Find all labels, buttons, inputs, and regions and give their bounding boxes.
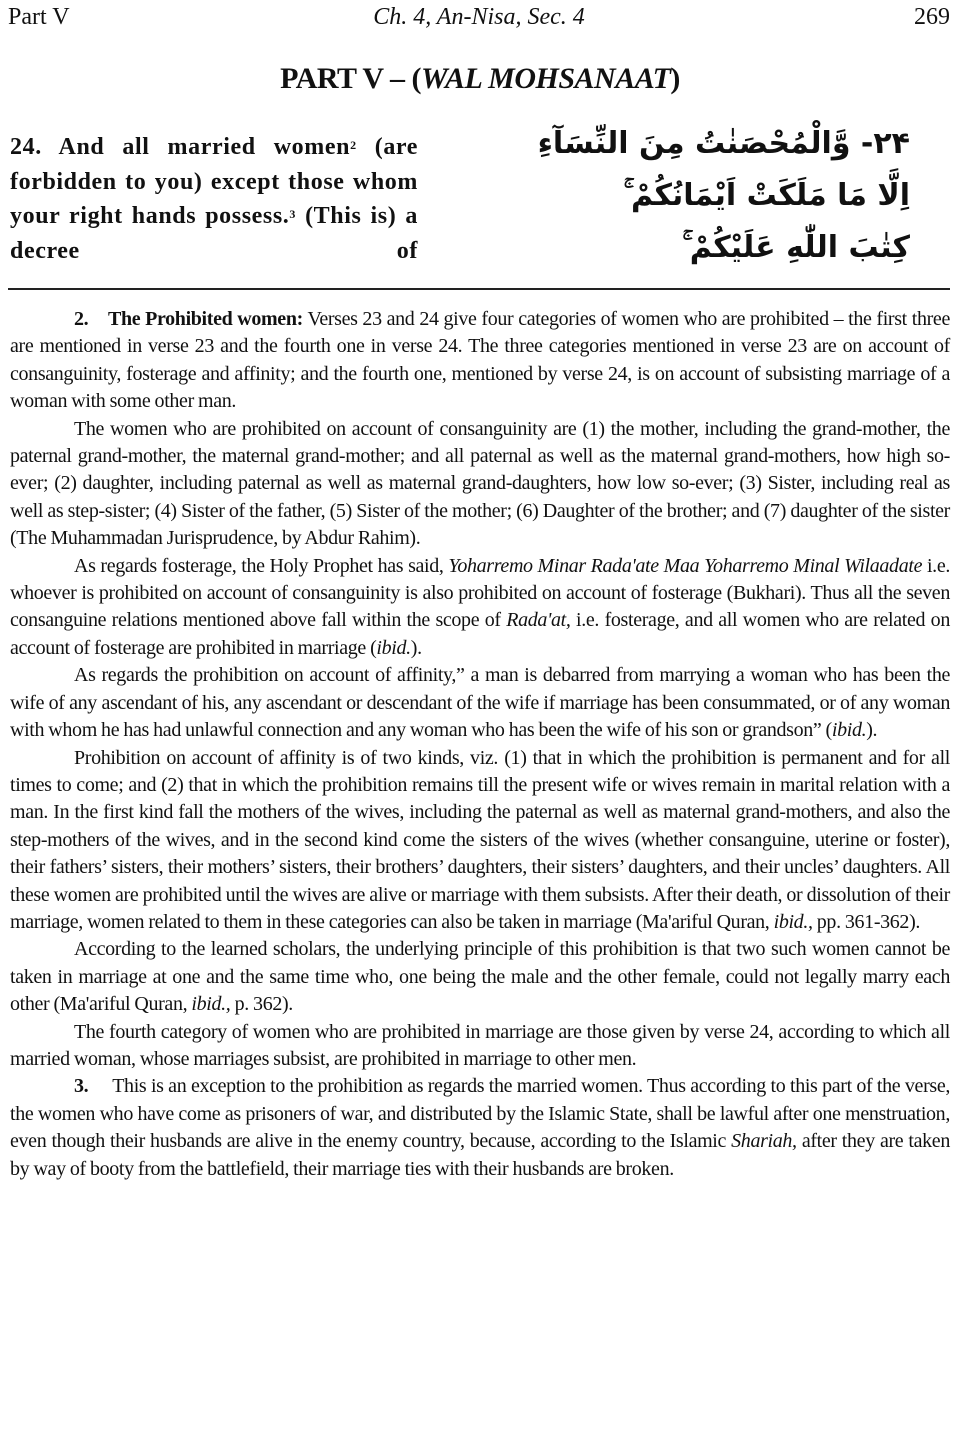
part-label: Part V [8, 4, 70, 30]
bold-text: 3. [74, 1075, 89, 1098]
note-text: This is an exception to the prohibition as regards the married women. Thus according to this part of the verse, the women who have come as prisoners of war, and distributed by the Islamic State, shall be lawful after one menstruation, even though their husbands are alive in the enemy country, because, according to the Islamic [10, 1075, 950, 1153]
page-number: 269 [914, 4, 950, 30]
footnotes [10, 306, 950, 1183]
title-suffix: ) [670, 62, 680, 95]
italic-text: ibid. [831, 719, 867, 742]
note-text: Prohibition on account of affinity is of two kinds, viz. (1) that in which the prohibition is permanent and for all times to come; and (2) that in which the prohibition remains till the present wife or wives remain in marital relation with a man. In the first kind fall the mothers of the wives, including the paternal as well as maternal grand-mothers, and also the step-mothers of the wives, and in the second kind come the sisters of the wives (whether consanguine, uterine or foster), their fathers’ sisters, their mothers’ sisters, their brothers’ daughters, their sisters’ daughters, and their uncles’ daughters. All these women are prohibited until the wives are alive or marriage with them subsists. After their death, or dissolution of their marriage, women related to them in these categories can also be taken in marriage (Ma'ariful Quran, [10, 746, 950, 933]
italic-text: Yoharremo Minar Rada'ate Maa Yoharremo Minal Wilaadate [448, 554, 923, 577]
note-paragraph [10, 306, 950, 416]
note-text: The fourth category of women who are prohibited in marriage are those given by verse 24, according to which all married woman, whose marriages subsist, are prohibited in marriage to other men. [10, 1020, 950, 1070]
italic-text: ibid. [376, 636, 411, 659]
bold-text: 2. [74, 308, 108, 330]
note-paragraph [10, 662, 950, 744]
italic-text: ibid., [773, 910, 813, 933]
note-text: p. 362). [230, 993, 293, 1016]
arabic-line: اِلَّا مَا مَلَكَتْ اَيْمَانُكُمْ ۚ [623, 178, 910, 213]
note-text: As regards fosterage, the Holy Prophet has said, [74, 554, 449, 577]
arabic-verse [537, 118, 910, 274]
running-header [8, 4, 950, 34]
note-paragraph [10, 553, 950, 663]
note-paragraph [10, 936, 950, 1018]
note-text: pp. 361-362). [812, 910, 921, 933]
note-text: Verses 23 and 24 give four categories of women who are prohibited – the first three are mentioned in verse 23 and the fourth one in verse 24. The three categories mentioned in verse 23 are on account of consanguinity, fosterage and affinity; and the fourth one, mentioned by verse 24, is on account of subsisting marriage of a woman with some other man. [10, 308, 950, 413]
note-text: ). [410, 636, 422, 659]
footnote-ref: 3 [289, 207, 297, 221]
italic-text: ibid., [191, 993, 231, 1016]
title-prefix: PART V – ( [280, 62, 421, 95]
verse-text: (This is) a decree of [10, 203, 419, 264]
note-text: i.e. whoever is prohibited on account of consanguinity is also prohibited on account of fosterage (Bukhari). Thus all the seven consanguine relations mentioned above fall within the scope of [10, 554, 951, 632]
section-title [0, 62, 960, 96]
note-paragraph [10, 1073, 950, 1183]
note-text: According to the learned scholars, the underlying principle of this prohibition is that two such women cannot be taken in marriage at one and the same time who, one being the male and the other female, could not legally marry each other (Ma'ariful Quran, [10, 938, 950, 1016]
verse-text: 24. And all married women [10, 134, 351, 160]
note-text: ). [866, 719, 878, 742]
note-text: The women who are prohibited on account of consanguinity are (1) the mother, including the grand-mother, the paternal grand-mother, the maternal grand-mother; and all paternal as well as the maternal grand-mothers, how high so-ever; (2) daughter, including paternal as well as maternal grand-daughters, how low so-ever; (3) Sister, including real as well as step-sister; (4) Sister of the father, (5) Sister of the mother; (6) Daughter of the brother; and (7) daughter of the sister (The Muhammadan Jurisprudence, by Abdur Rahim). [10, 417, 950, 550]
chapter-label: Ch. 4, An-Nisa, Sec. 4 [373, 4, 585, 30]
note-paragraph [10, 416, 950, 553]
arabic-line: كِتٰبَ اللّٰهِ عَلَيْكُمْ ۚ [682, 230, 910, 265]
divider [8, 288, 950, 290]
verse-translation [10, 130, 418, 268]
note-text: As regards the prohibition on account of affinity,” a man is debarred from marrying a woman who has been the wife of any ascendant of his, any ascendant or descendant of the wife if marriage has been consummated, or of any woman with whom he has had unlawful connection and any woman who has been the wife of his son or grandson” ( [10, 664, 950, 742]
title-italic: WAL MOHSANAAT [421, 62, 671, 95]
italic-text: Rada'at, [506, 609, 571, 632]
note-text: i.e. fosterage, and all women who are related on account of fosterage are prohibited in marriage ( [10, 609, 950, 659]
note-paragraph [10, 745, 950, 937]
note-text: after they are taken by way of booty from the battlefield, their marriage ties with their husbands are broken. [10, 1130, 950, 1180]
footnote-ref: 2 [350, 138, 357, 152]
verse-text: (are forbidden to you) except those whom your right hands possess. [10, 134, 418, 229]
note-paragraph [10, 1019, 950, 1074]
italic-text: Shariah, [731, 1130, 797, 1153]
bold-text: The Prohibited women: [107, 308, 303, 330]
arabic-line: ۲۴- وَّالْمُحْصَنٰتُ مِنَ النِّسَآءِ [537, 126, 910, 161]
